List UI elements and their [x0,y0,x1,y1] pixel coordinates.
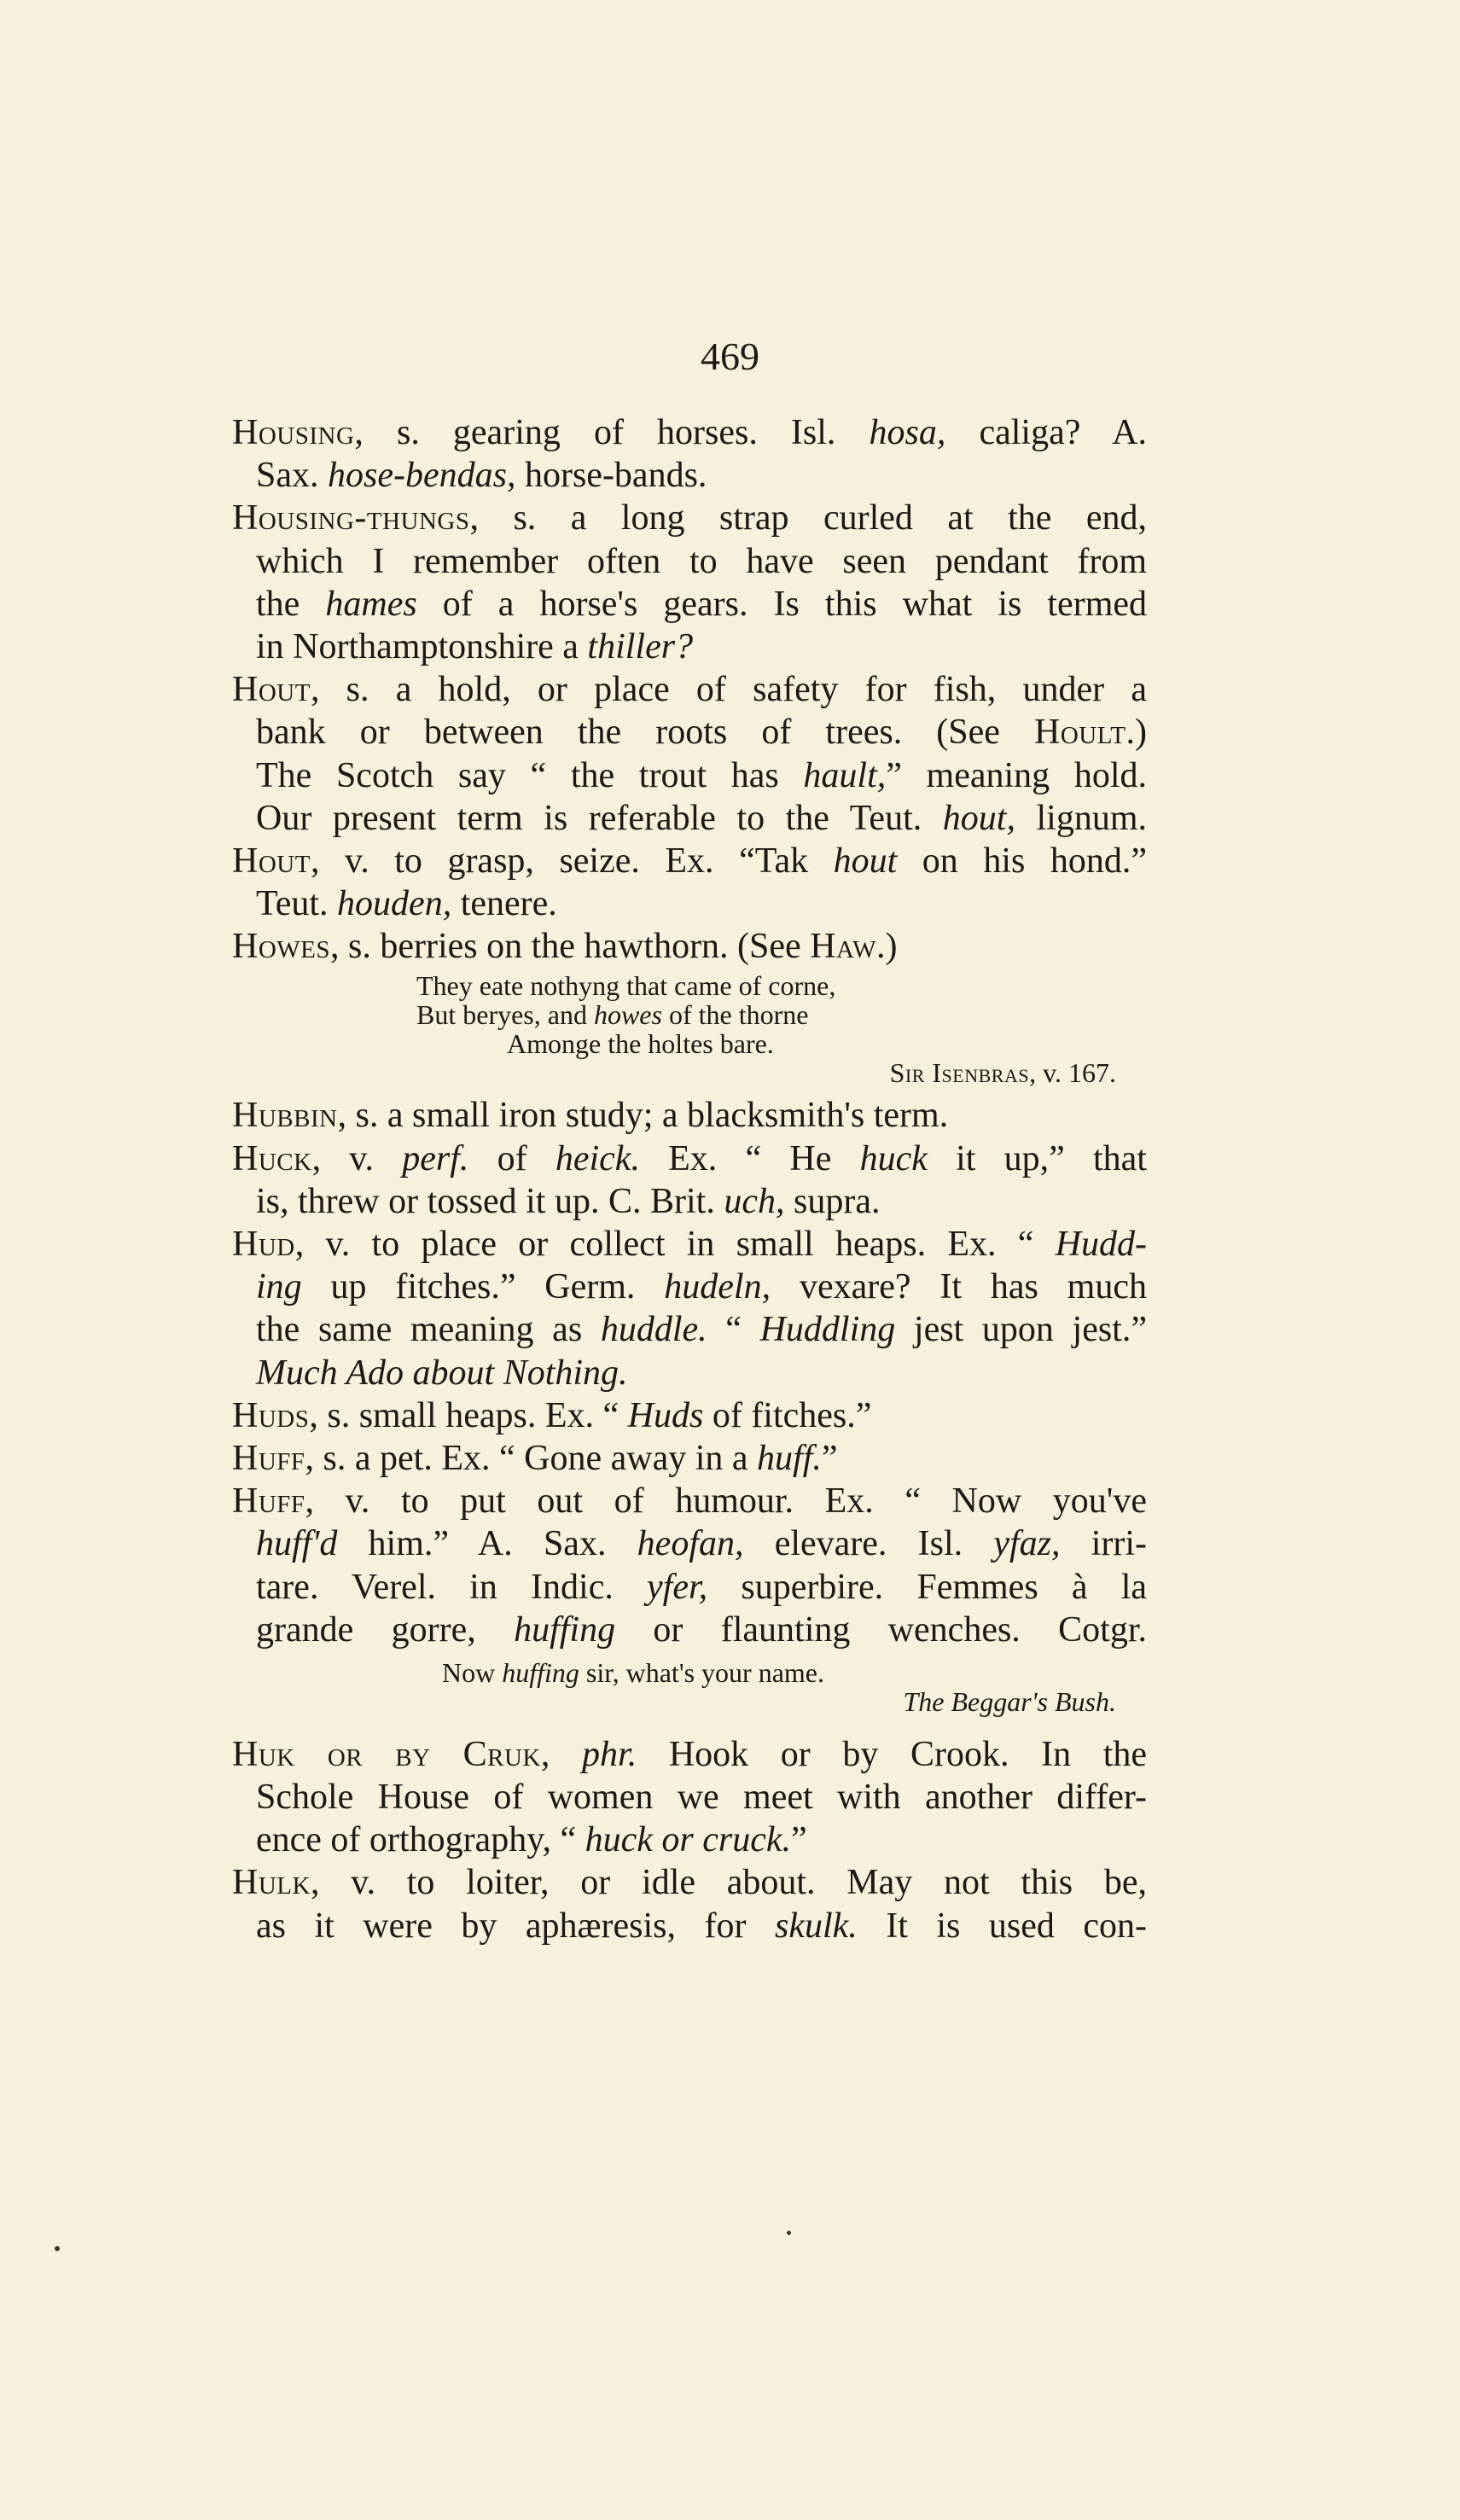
entry-text: tenere. [451,884,557,924]
entry-text: which I remember often to have seen pendant from [256,541,1147,581]
verse-text: sir, what's your name. [579,1656,824,1688]
italic-term: huffing [514,1609,616,1650]
entry-text: , s. a small iron study; a blacksmith's term. [337,1096,949,1136]
entry-line [232,1609,1147,1651]
verse-quotation [232,971,1147,1087]
entry-text: it up,” that [927,1138,1147,1179]
entry-text: of [468,1138,555,1179]
entry-line [232,668,1147,711]
headword: Hubbin [232,1096,338,1136]
entry-hout-verb [232,840,1147,925]
entry-line [232,1566,1147,1609]
italic-term: howes [593,999,662,1031]
entry-text: Teut. [256,884,338,924]
italic-term: hault, [803,755,887,795]
entry-text: , v. to grasp, seize. Ex. “Tak [310,841,834,881]
entry-line [232,540,1147,583]
italic-term: skulk. [774,1906,858,1946]
entry-line [232,454,1147,497]
entry-line [232,1094,1147,1137]
entry-text: .) [876,927,898,967]
entry-text: The Scotch say “ the trout has [256,755,804,795]
italic-term: hout [833,841,898,881]
italic-term: thiller? [587,626,694,666]
entry-text: , v. to place or collect in small heaps. Ex. “ [294,1225,1056,1264]
entry-text: the same meaning as [256,1310,601,1350]
entry-text: , v. to loiter, or idle about. May not this be, [310,1863,1147,1903]
verse-text: Now [442,1656,503,1688]
paper-speck [55,2246,60,2251]
italic-term: huck or cruck. [585,1820,792,1860]
headword: Housing [232,413,355,452]
verse-text: of the thorne [661,999,809,1031]
entry-text: elevare. Isl. [743,1524,994,1564]
italic-term: hout, [942,798,1015,838]
entry-huff-verb [232,1480,1147,1651]
headword: Huds [232,1395,310,1435]
entry-line [232,882,1147,925]
italic-term: uch, [724,1181,785,1221]
verse-line [232,1000,1147,1029]
italic-term: ing [256,1267,302,1307]
italic-term: yfaz, [993,1524,1061,1564]
entry-line [232,711,1147,754]
entry-text: lignum. [1015,798,1147,838]
entry-text: Schole House of women we meet with another differ- [256,1778,1147,1818]
entry-text: grande gorre, [256,1609,515,1650]
headword: Hulk [232,1863,311,1903]
italic-term: huddle. [600,1310,707,1350]
entry-text: up fitches.” Germ. [301,1267,665,1307]
verse-quotation [232,1658,1147,1716]
entry-line [232,840,1147,882]
entry-text: on his hond.” [897,841,1148,881]
entry-text: Ex. “ He [639,1138,860,1179]
entry-line [232,1180,1147,1223]
entry-hubbin [232,1094,1147,1137]
entry-hout-noun [232,668,1147,840]
entry-text: , s. a long strap curled at the end, [469,498,1147,538]
entry-text: of fitches.” [703,1395,872,1435]
source-reference: , v. 167. [1029,1057,1116,1089]
entry-text: , v. to put out of humour. Ex. “ Now you've [305,1481,1147,1522]
headword: Housing-thungs [232,498,470,538]
work-title: Much Ado about Nothing. [256,1353,628,1393]
italic-term: hose-bendas, [328,456,516,496]
italic-term: Huds [627,1395,704,1435]
italic-term: Hudd- [1055,1225,1147,1264]
italic-term: hosa, [869,413,946,452]
entry-line [232,1819,1147,1861]
italic-term: huff'd [256,1524,338,1564]
entry-text: , [540,1734,582,1774]
italic-term: huffing [502,1656,579,1688]
entry-text: horse-bands. [515,456,707,496]
entry-text: Our present term is referable to the Teut. [256,798,943,838]
entry-text: , s. berries on the hawthorn. (See [330,927,811,967]
entry-text: , s. a pet. Ex. “ Gone away in a [305,1438,758,1478]
entry-hulk [232,1861,1147,1947]
verse-line: They eate nothyng that came of corne, [416,970,836,1002]
headword: Hud [232,1225,295,1264]
dictionary-text [232,411,1147,1947]
entry-text: jest upon jest.” [895,1310,1147,1350]
entry-housing-thungs [232,497,1147,668]
entry-text: is, threw or tossed it up. C. Brit. [256,1181,724,1221]
italic-term: heofan, [637,1524,744,1564]
headword: Huff [232,1481,305,1522]
entry-huck [232,1138,1147,1223]
entry-line [232,1223,1147,1266]
entry-line [232,583,1147,626]
entry-text: It is used con- [857,1906,1147,1946]
verse-line: Amonge the holtes bare. [507,1028,774,1060]
entry-line [232,1352,1147,1394]
entry-text: tare. Verel. in Indic. [256,1567,648,1607]
page-number: 469 [701,335,759,378]
entry-text: or flaunting wenches. Cotgr. [615,1609,1147,1650]
entry-text: him.” A. Sax. [337,1524,637,1564]
italic-term: perf. [402,1138,469,1179]
entry-text: irri- [1060,1524,1148,1564]
headword: Huck [232,1138,312,1179]
entry-text: “ [707,1310,760,1350]
entry-line [232,1138,1147,1180]
entry-line [232,497,1147,539]
italic-term: Huddling [759,1310,896,1350]
entry-text: , s. small heaps. Ex. “ [309,1395,628,1435]
cross-reference: Hoult [1034,713,1126,753]
verse-text: But beryes, and [416,999,594,1031]
italic-term: heick. [555,1138,640,1179]
entry-text: the [256,584,326,624]
italic-term: phr. [582,1734,637,1774]
headword: Huff [232,1438,305,1478]
entry-text: of a horse's gears. Is this what is termed [416,584,1147,624]
entry-text: as it were by aphæresis, for [256,1906,775,1946]
entry-line [232,925,1147,968]
italic-term: hames [325,584,417,624]
entry-text: ” [821,1438,838,1478]
source-title: Sir Isenbras [889,1057,1030,1089]
entry-text: bank or between the roots of trees. (See [256,713,1035,753]
entry-line [232,1776,1147,1819]
entry-line [232,411,1147,454]
italic-term: hudeln, [664,1267,771,1307]
entry-text: , s. gearing of horses. Isl. [354,413,870,452]
entry-text: ence of orthography, “ [256,1820,585,1860]
entry-text: .) [1126,713,1147,753]
entry-line [232,1905,1147,1947]
entry-text: vexare? It has much [771,1267,1147,1307]
verse-line [232,1658,1147,1687]
paper-speck [787,2231,791,2235]
entry-hud [232,1223,1147,1394]
headword: Huk or by Cruk [232,1734,541,1774]
entry-line [232,1394,1147,1437]
entry-text: ” meaning hold. [886,755,1147,795]
entry-huk-or-by-cruk [232,1733,1147,1862]
italic-term: huck [859,1138,928,1179]
entry-line [232,1266,1147,1308]
entry-text: , s. a hold, or place of safety for fish, under a [310,670,1147,710]
entry-huds [232,1394,1147,1437]
entry-howes [232,925,1147,968]
quotation-source [232,1058,1147,1087]
italic-term: houden, [337,884,452,924]
entry-line [232,1308,1147,1351]
quotation-source [232,1687,1147,1716]
headword: Howes [232,927,330,967]
italic-term: yfer, [647,1567,708,1607]
entry-text: supra. [784,1181,881,1221]
entry-line [232,1437,1147,1480]
entry-text: , v. [311,1138,403,1179]
cross-reference: Haw [810,927,877,967]
entry-line [232,1733,1147,1776]
entry-text: Sax. [256,456,328,496]
entry-line [232,1480,1147,1522]
entry-line [232,797,1147,840]
entry-line [232,1522,1147,1565]
source-title: The Beggar's Bush. [903,1685,1116,1717]
entry-text: Hook or by Crook. In the [637,1734,1148,1774]
entry-text: caliga? A. [945,413,1147,452]
entry-text: ” [791,1820,807,1860]
headword: Hout [232,670,311,710]
entry-text: in Northamptonshire a [256,626,588,666]
entry-line [232,1861,1147,1904]
entry-huff-noun [232,1437,1147,1480]
italic-term: huff. [757,1438,822,1478]
entry-text: superbire. Femmes à la [707,1567,1147,1607]
entry-housing [232,411,1147,497]
entry-line [232,754,1147,797]
headword: Hout [232,841,311,881]
entry-line [232,626,1147,668]
